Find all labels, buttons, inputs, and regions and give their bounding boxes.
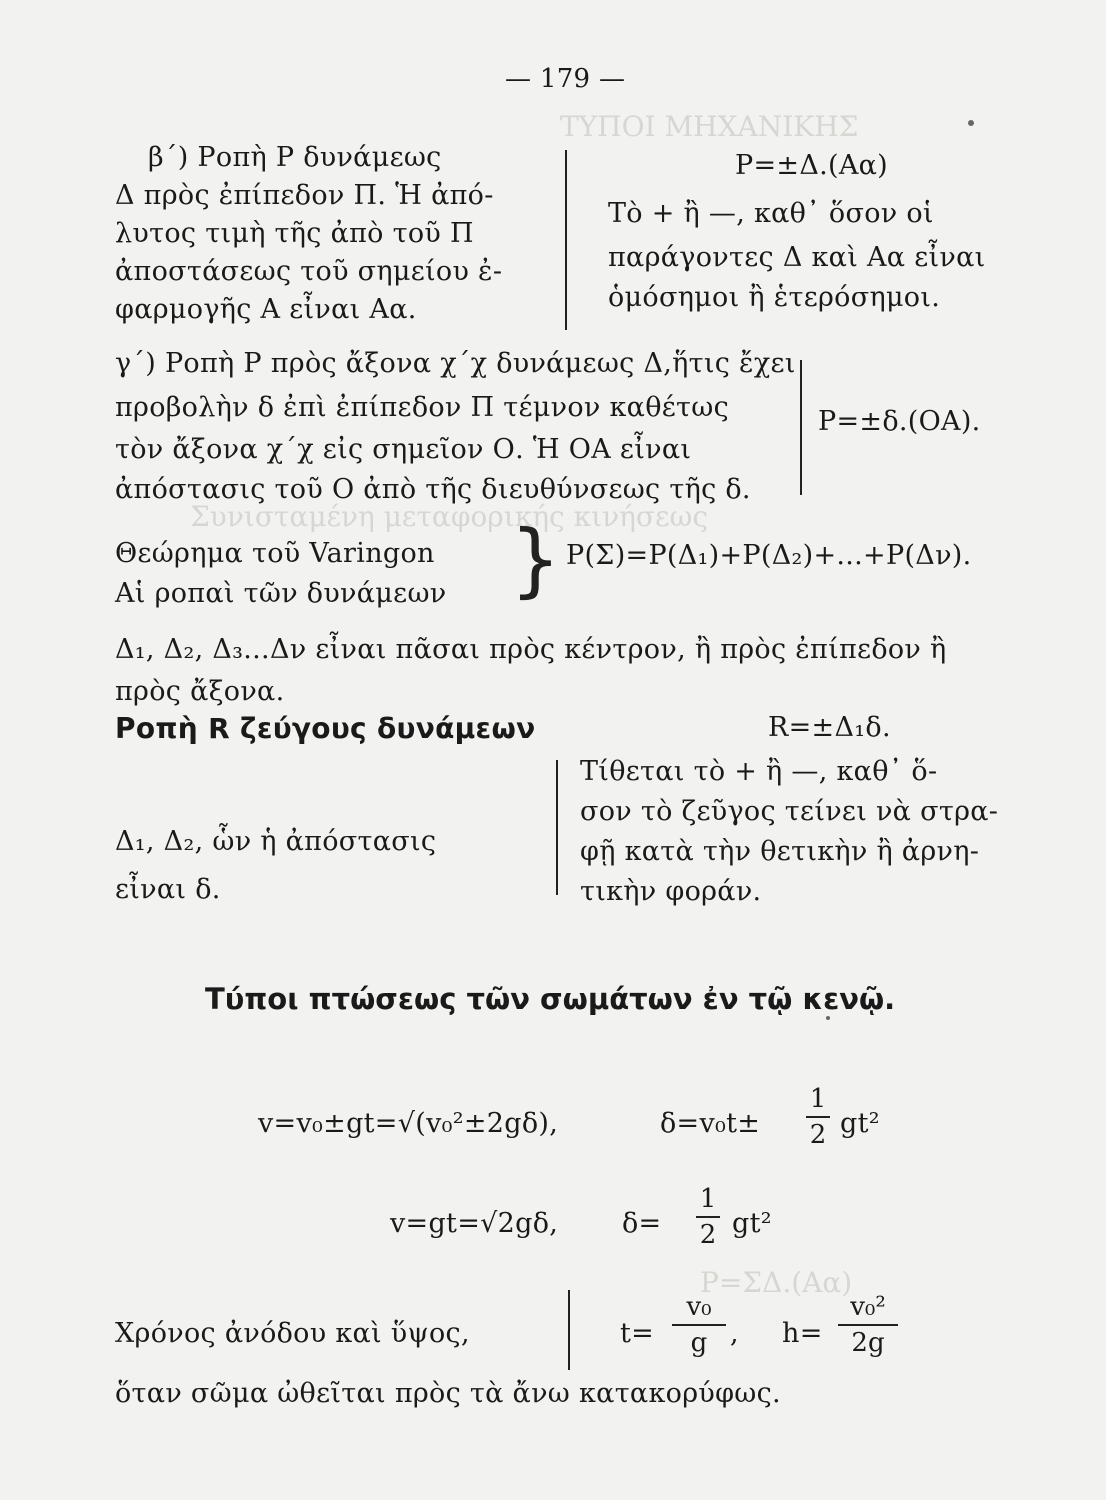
denominator: 2 (809, 1120, 827, 1150)
fraction-bar (672, 1324, 726, 1326)
text-line: ὅταν σῶμα ὠθεῖται πρὸς τὰ ἄνω κατακορύφως. (115, 1378, 781, 1409)
equation: v=v₀±gt=√(v₀²±2gδ), (258, 1108, 559, 1139)
text-line: σον τὸ ζεῦγος τείνει νὰ στρα- (580, 796, 999, 827)
equation: δ= (622, 1208, 662, 1239)
separator: , (730, 1318, 739, 1349)
text-line: Δ₁, Δ₂, ὧν ἡ ἀπόστασις (115, 826, 437, 857)
fraction (672, 1292, 726, 1358)
divider-bracket (568, 1290, 570, 1370)
text-line: Τίθεται τὸ + ἢ —, καθ᾽ ὅ- (580, 756, 938, 787)
fraction (806, 1084, 830, 1150)
denominator: 2 (699, 1220, 717, 1250)
formula: Ρ=±δ.(ΟΑ). (818, 406, 981, 437)
bleed-line: Συνισταμένη μεταφορικής κινήσεως (190, 500, 708, 533)
text-line: Δ πρὸς ἐπίπεδον Π. Ἡ ἀπό- (115, 180, 494, 211)
text-line: τὸν ἄξονα χ΄χ εἰς σημεῖον Ο. Ἡ ΟΑ εἶναι (115, 434, 692, 465)
speck (826, 1016, 830, 1020)
right-brace: } (510, 513, 561, 606)
equation: h= (782, 1318, 823, 1349)
equation: gt² (840, 1108, 880, 1139)
denominator: 2g (851, 1328, 885, 1358)
text-line: ὁμόσημοι ἢ ἑτερόσημοι. (608, 282, 941, 313)
fraction (838, 1292, 898, 1358)
text-line: Θεώρημα τοῦ Varingon (115, 538, 435, 569)
formula: R=±Δ₁δ. (768, 712, 891, 743)
formula: Ρ(Σ)=Ρ(Δ₁)+Ρ(Δ₂)+...+Ρ(Δν). (566, 540, 972, 571)
bleed-line: Ρ=ΣΔ.(Αα) (700, 1266, 853, 1299)
text-line: Χρόνος ἀνόδου καὶ ὕψος, (115, 1318, 470, 1349)
text-line: παράγοντες Δ καὶ Αα εἶναι (608, 242, 986, 273)
numerator: v₀ (686, 1292, 712, 1322)
divider-bracket (800, 360, 802, 495)
divider-bracket (565, 150, 567, 330)
text-line: Τὸ + ἢ —, καθ᾽ ὅσον οἱ (608, 198, 934, 229)
fraction-bar (838, 1324, 898, 1326)
numerator: 1 (809, 1084, 827, 1114)
text-line: ἀποστάσεως τοῦ σημείου ἐ- (115, 256, 503, 287)
denominator: g (690, 1328, 708, 1358)
fraction-bar (696, 1216, 720, 1218)
text-line: φῇ κατὰ τὴν θετικὴν ἢ ἀρνη- (580, 836, 980, 867)
equation: t= (620, 1318, 655, 1349)
text-line: τικὴν φοράν. (580, 876, 762, 907)
text-line: Αἱ ροπαὶ τῶν δυνάμεων (115, 578, 447, 609)
text-line: λυτος τιμὴ τῆς ἀπὸ τοῦ Π (115, 218, 474, 249)
text-line: Δ₁, Δ₂, Δ₃...Δν εἶναι πᾶσαι πρὸς κέντρον, ἢ πρὸς ἐπίπεδον ἢ (115, 634, 947, 665)
text-line: γ΄) Ροπὴ Ρ πρὸς ἄξονα χ΄χ δυνάμεως Δ,ἥτις ἔχει (115, 348, 796, 379)
text-line: φαρμογῆς Α εἶναι Αα. (115, 294, 417, 325)
equation: gt² (732, 1208, 772, 1239)
section-heading: Τύποι πτώσεως τῶν σωμάτων ἐν τῷ κενῷ. (205, 982, 896, 1016)
equation: δ=v₀t± (660, 1108, 761, 1139)
section-heading: Ροπὴ R ζεύγους δυνάμεων (115, 712, 536, 745)
equation: v=gt=√2gδ, (390, 1208, 559, 1239)
formula: Ρ=±Δ.(Αα) (735, 150, 888, 181)
text-line: προβολὴν δ ἐπὶ ἐπίπεδον Π τέμνον καθέτως (115, 392, 730, 423)
text-line: εἶναι δ. (115, 874, 221, 905)
fraction (696, 1184, 720, 1250)
divider-bracket (556, 760, 558, 895)
fraction-bar (806, 1116, 830, 1118)
text-line: ἀπόστασις τοῦ Ο ἀπὸ τῆς διευθύνσεως τῆς δ. (115, 474, 751, 505)
bleed-title: ΤΥΠΟΙ ΜΗΧΑΝΙΚΗΣ (560, 110, 859, 143)
text-line: πρὸς ἄξονα. (115, 676, 285, 707)
numerator: v₀² (850, 1292, 886, 1322)
speck (968, 120, 974, 126)
text-line: β΄) Ροπὴ Ρ δυνάμεως (148, 142, 442, 173)
numerator: 1 (699, 1184, 717, 1214)
page-number: — 179 — (505, 64, 626, 94)
